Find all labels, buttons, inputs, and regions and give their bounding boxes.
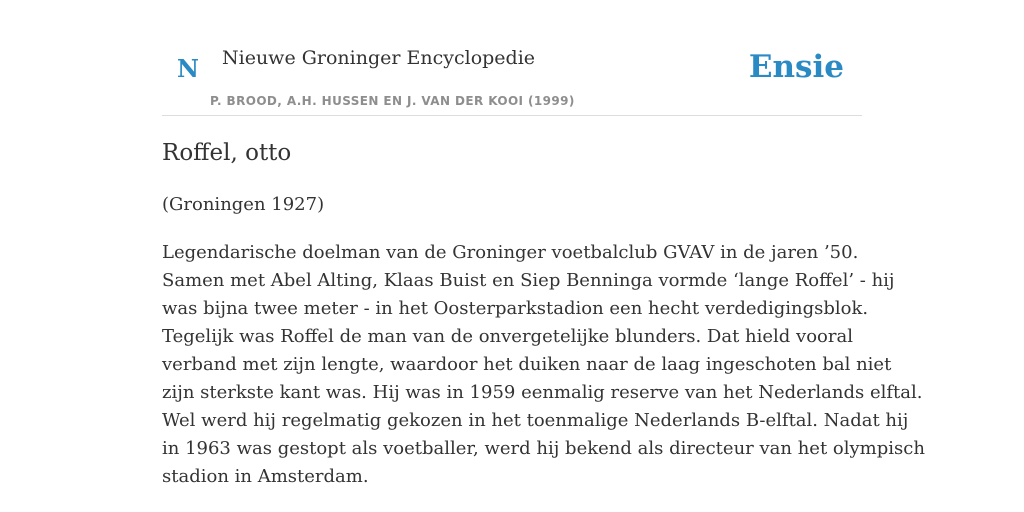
body-line: verband met zijn lengte, waardoor het duiken naar de laag ingeschoten bal niet xyxy=(162,354,892,375)
authors-line: P. BROOD, A.H. HUSSEN EN J. VAN DER KOOI (1999) xyxy=(210,94,575,108)
encyclopedia-logo[interactable]: N xyxy=(177,54,199,83)
source-header xyxy=(162,40,862,116)
body-line: Wel werd hij regelmatig gekozen in het toenmalige Nederlands B-elftal. Nadat hij xyxy=(162,410,909,431)
body-line: was bijna twee meter - in het Oosterparkstadion een hecht verdedigingsblok. xyxy=(162,298,869,319)
body-line: in 1963 was gestopt als voetballer, werd hij bekend als directeur van het olympisch xyxy=(162,438,925,459)
brand-logo[interactable]: Ensie xyxy=(748,49,844,85)
body-line: Samen met Abel Alting, Klaas Buist en Siep Benninga vormde ‘lange Roffel’ - hij xyxy=(162,270,895,291)
entry-body xyxy=(162,239,925,491)
body-line: zijn sterkste kant was. Hij was in 1959 eenmalig reserve van het Nederlands elftal. xyxy=(162,382,923,403)
body-line: Tegelijk was Roffel de man van de onvergetelijke blunders. Dat hield vooral xyxy=(162,326,853,347)
entry-title: Roffel, otto xyxy=(162,140,292,166)
body-line: stadion in Amsterdam. xyxy=(162,466,369,487)
entry-subtitle: (Groningen 1927) xyxy=(162,194,325,215)
body-line: Legendarische doelman van de Groninger voetbalclub GVAV in de jaren ’50. xyxy=(162,242,859,263)
encyclopedia-title[interactable]: Nieuwe Groninger Encyclopedie xyxy=(222,47,536,69)
